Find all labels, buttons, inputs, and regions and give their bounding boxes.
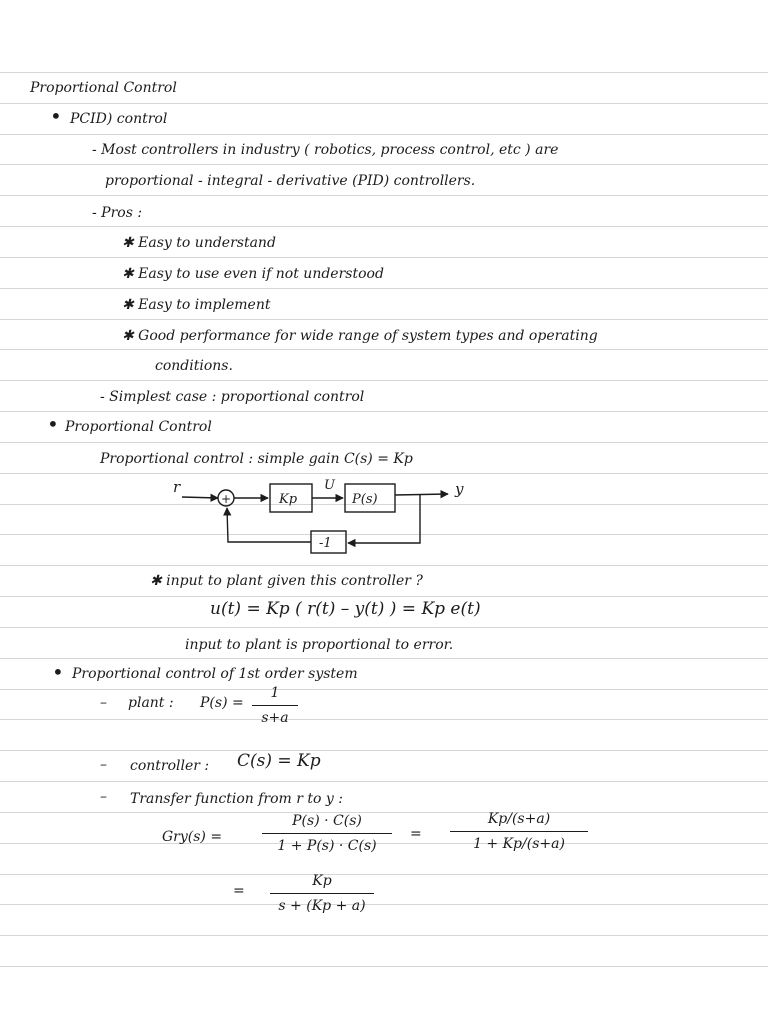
output-arrow xyxy=(395,494,448,495)
pid-heading: PCID) control xyxy=(70,111,168,127)
question-line: ✱ input to plant given this controller ? xyxy=(150,573,423,589)
controller-label-text: controller : xyxy=(130,758,210,774)
sum-plus-sign: + xyxy=(221,492,232,506)
tf-dash: – xyxy=(100,789,107,805)
tf1-denominator: 1 + P(s) · C(s) xyxy=(277,838,377,855)
bullet-dot: • xyxy=(50,104,62,128)
bullet-dot: • xyxy=(52,660,64,684)
gain-label: Kp xyxy=(279,492,298,507)
prop-line-1: Proportional control : simple gain C(s) = Kp xyxy=(100,451,413,467)
tf-fraction-1 xyxy=(262,812,392,855)
plant-fraction xyxy=(252,684,298,727)
fraction-bar xyxy=(270,893,374,894)
plant-lhs: P(s) = xyxy=(200,695,244,711)
tf-fraction-2 xyxy=(450,810,588,853)
feedback-path-left xyxy=(227,508,311,542)
controller-equation: C(s) = Kp xyxy=(237,751,321,771)
pro-item: ✱ Easy to implement xyxy=(122,297,271,313)
error-statement: input to plant is proportional to error. xyxy=(185,637,454,653)
fraction-bar xyxy=(262,833,392,834)
equals-sign: = xyxy=(233,883,245,899)
pid-line-1: - Most controllers in industry ( robotics, process control, etc ) are xyxy=(92,142,559,158)
tf2-denominator: 1 + Kp/(s+a) xyxy=(473,836,565,853)
tf3-denominator: s + (Kp + a) xyxy=(278,898,366,915)
pro-item-continued: conditions. xyxy=(155,358,233,374)
prop-heading: Proportional Control xyxy=(65,419,212,435)
tf1-numerator: P(s) · C(s) xyxy=(292,813,362,829)
pid-line-2: proportional - integral - derivative (PID) controllers. xyxy=(105,173,476,189)
plant-label: P(s) xyxy=(352,492,378,507)
pro-item: ✱ Easy to use even if not understood xyxy=(122,266,384,282)
feedback-label: -1 xyxy=(319,536,332,551)
pro-item: ✱ Easy to understand xyxy=(122,235,276,251)
tf-fraction-3 xyxy=(270,872,374,915)
pros-label: - Pros : xyxy=(92,205,143,221)
fraction-bar xyxy=(450,831,588,832)
controller-dash: – xyxy=(100,757,107,773)
fraction-bar xyxy=(252,705,298,706)
plant-numerator: 1 xyxy=(270,685,280,701)
signal-u-label: U xyxy=(324,478,335,493)
equals-sign: = xyxy=(410,826,422,842)
first-order-heading: Proportional control of 1st order system xyxy=(72,666,358,682)
pro-item: ✱ Good performance for wide range of system types and operating xyxy=(122,328,598,344)
simplest-case: - Simplest case : proportional control xyxy=(100,389,365,405)
tf3-numerator: Kp xyxy=(312,873,332,889)
plant-denominator: s+a xyxy=(261,710,289,727)
section-title: Proportional Control xyxy=(30,80,177,96)
tf2-numerator: Kp/(s+a) xyxy=(487,811,551,827)
plant-label-text: plant : xyxy=(128,695,174,711)
plant-dash: – xyxy=(100,695,107,711)
control-equation: u(t) = Kp ( r(t) – y(t) ) = Kp e(t) xyxy=(210,599,481,619)
signal-r-label: r xyxy=(173,478,181,496)
signal-y-label: y xyxy=(455,480,464,498)
tf-label: Transfer function from r to y : xyxy=(130,791,343,807)
input-arrow xyxy=(182,497,218,498)
gry-lhs: Gry(s) = xyxy=(162,829,223,845)
bullet-dot: • xyxy=(47,412,59,436)
